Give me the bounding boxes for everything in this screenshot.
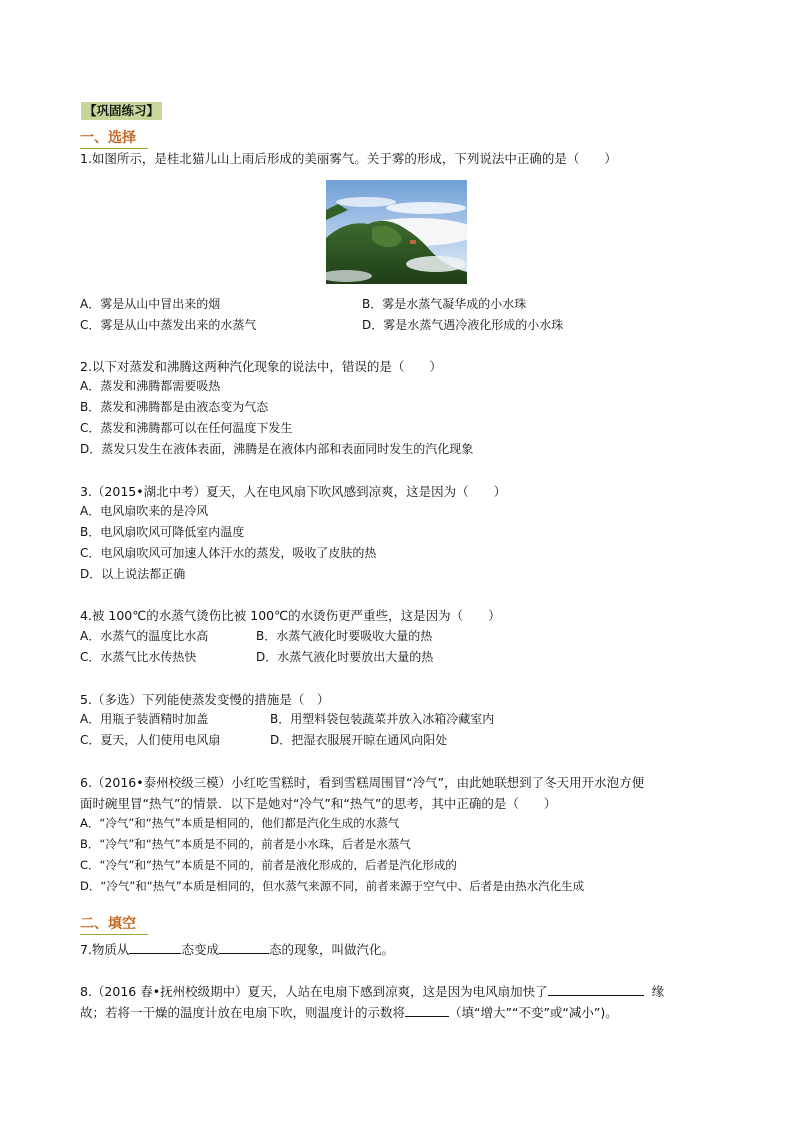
question-1-option-d: D．雾是水蒸气遇冷液化形成的小水珠 — [362, 318, 564, 332]
question-3-option-c: C．电风扇吹风可加速人体汗水的蒸发，吸收了皮肤的热 — [80, 546, 377, 560]
question-2-option-c: C．蒸发和沸腾都可以在任何温度下发生 — [80, 421, 293, 435]
question-2-option-b: B．蒸发和沸腾都是由液态变为气态 — [80, 400, 269, 414]
question-8-blank-1[interactable] — [548, 981, 644, 996]
question-5-stem: 5.（多选）下列能使蒸发变慢的措施是（ ） — [80, 692, 330, 707]
question-6-stem-line-1: 6.（2016•泰州校级三模）小红吃雪糕时，看到雪糕周围冒“冷气”，由此她联想到了冬天用开水泡方便 — [80, 775, 645, 790]
section-title-fill: 二、填空 — [80, 914, 148, 935]
question-4-option-b: B．水蒸气液化时要吸收大量的热 — [256, 629, 433, 643]
question-7-part-1: 7.物质从 — [80, 942, 130, 957]
question-4-option-c: C．水蒸气比水传热快 — [80, 650, 197, 664]
question-5-option-d: D．把湿衣服展开晾在通风向阳处 — [270, 733, 448, 747]
question-7-blank-1[interactable] — [129, 939, 181, 954]
question-8-line-1-text: 8.（2016 春•抚州校级期中）夏天，人站在电扇下感到凉爽，这是因为电风扇加快了 — [80, 984, 548, 999]
question-2-stem: 2.以下对蒸发和沸腾这两种汽化现象的说法中，错误的是（ ） — [80, 359, 442, 374]
question-1-option-b: B．雾是水蒸气凝华成的小水珠 — [362, 297, 527, 311]
question-8-line-2-end: （填“增大”“不变”或“减小”)。 — [449, 1005, 618, 1020]
question-7-blank-2[interactable] — [219, 939, 269, 954]
question-2-option-d: D．蒸发只发生在液体表面，沸腾是在液体内部和表面同时发生的汽化现象 — [80, 442, 474, 456]
question-3-stem: 3.（2015•湖北中考）夏天，人在电风扇下吹风感到凉爽，这是因为（ ） — [80, 484, 507, 499]
question-7 — [80, 939, 394, 960]
section-tag: 【巩固练习】 — [81, 102, 162, 120]
question-6-option-a: A．“冷气”和“热气”本质是相同的，他们都是汽化生成的水蒸气 — [80, 816, 400, 830]
misty-mountain-image — [326, 180, 467, 284]
question-5-option-c: C．夏天，人们使用电风扇 — [80, 733, 221, 747]
question-1-stem: 1.如图所示，是桂北猫儿山上雨后形成的美丽雾气。关于雾的形成，下列说法中正确的是（ ） — [80, 151, 617, 166]
section-title-choice: 一、选择 — [80, 128, 148, 149]
question-6-option-b: B．“冷气”和“热气”本质是不同的，前者是小水珠，后者是水蒸气 — [80, 837, 411, 851]
question-1-option-c: C．雾是从山中蒸发出来的水蒸气 — [80, 318, 257, 332]
question-3-option-a: A．电风扇吹来的是冷风 — [80, 504, 209, 518]
question-4-stem: 4.被 100℃的水蒸气烫伤比被 100℃的水烫伤更严重些，这是因为（ ） — [80, 608, 501, 623]
question-7-part-2: 态变成 — [181, 942, 219, 957]
question-6-option-c: C．“冷气”和“热气”本质是不同的，前者是液化形成的，后者是汽化形成的 — [80, 858, 457, 872]
question-8-line-1-end: 缘 — [651, 984, 665, 999]
question-6-option-d: D．“冷气”和“热气”本质是相同的，但水蒸气来源不同，前者来源于空气中、后者是由热水汽化生成 — [80, 879, 585, 893]
question-8-blank-2[interactable] — [405, 1002, 449, 1017]
question-5-option-b: B．用塑料袋包装蔬菜并放入冰箱冷藏室内 — [270, 712, 495, 726]
question-8-line-2 — [80, 1002, 618, 1023]
question-4-option-a: A．水蒸气的温度比水高 — [80, 629, 209, 643]
question-8-line-2-text: 故；若将一干燥的温度计放在电扇下吹，则温度计的示数将 — [80, 1005, 406, 1020]
question-1-option-a: A．雾是从山中冒出来的烟 — [80, 297, 221, 311]
question-7-part-3: 态的现象，叫做汽化。 — [268, 942, 394, 957]
question-3-option-d: D．以上说法都正确 — [80, 567, 186, 581]
question-6-stem-line-2: 面时碗里冒“热气”的情景．以下是她对“冷气”和“热气”的思考，其中正确的是（ ） — [80, 796, 557, 811]
question-8-line-1 — [80, 981, 664, 1002]
question-5-option-a: A．用瓶子装酒精时加盖 — [80, 712, 209, 726]
question-3-option-b: B．电风扇吹风可降低室内温度 — [80, 525, 245, 539]
question-2-option-a: A．蒸发和沸腾都需要吸热 — [80, 379, 221, 393]
question-4-option-d: D．水蒸气液化时要放出大量的热 — [256, 650, 434, 664]
